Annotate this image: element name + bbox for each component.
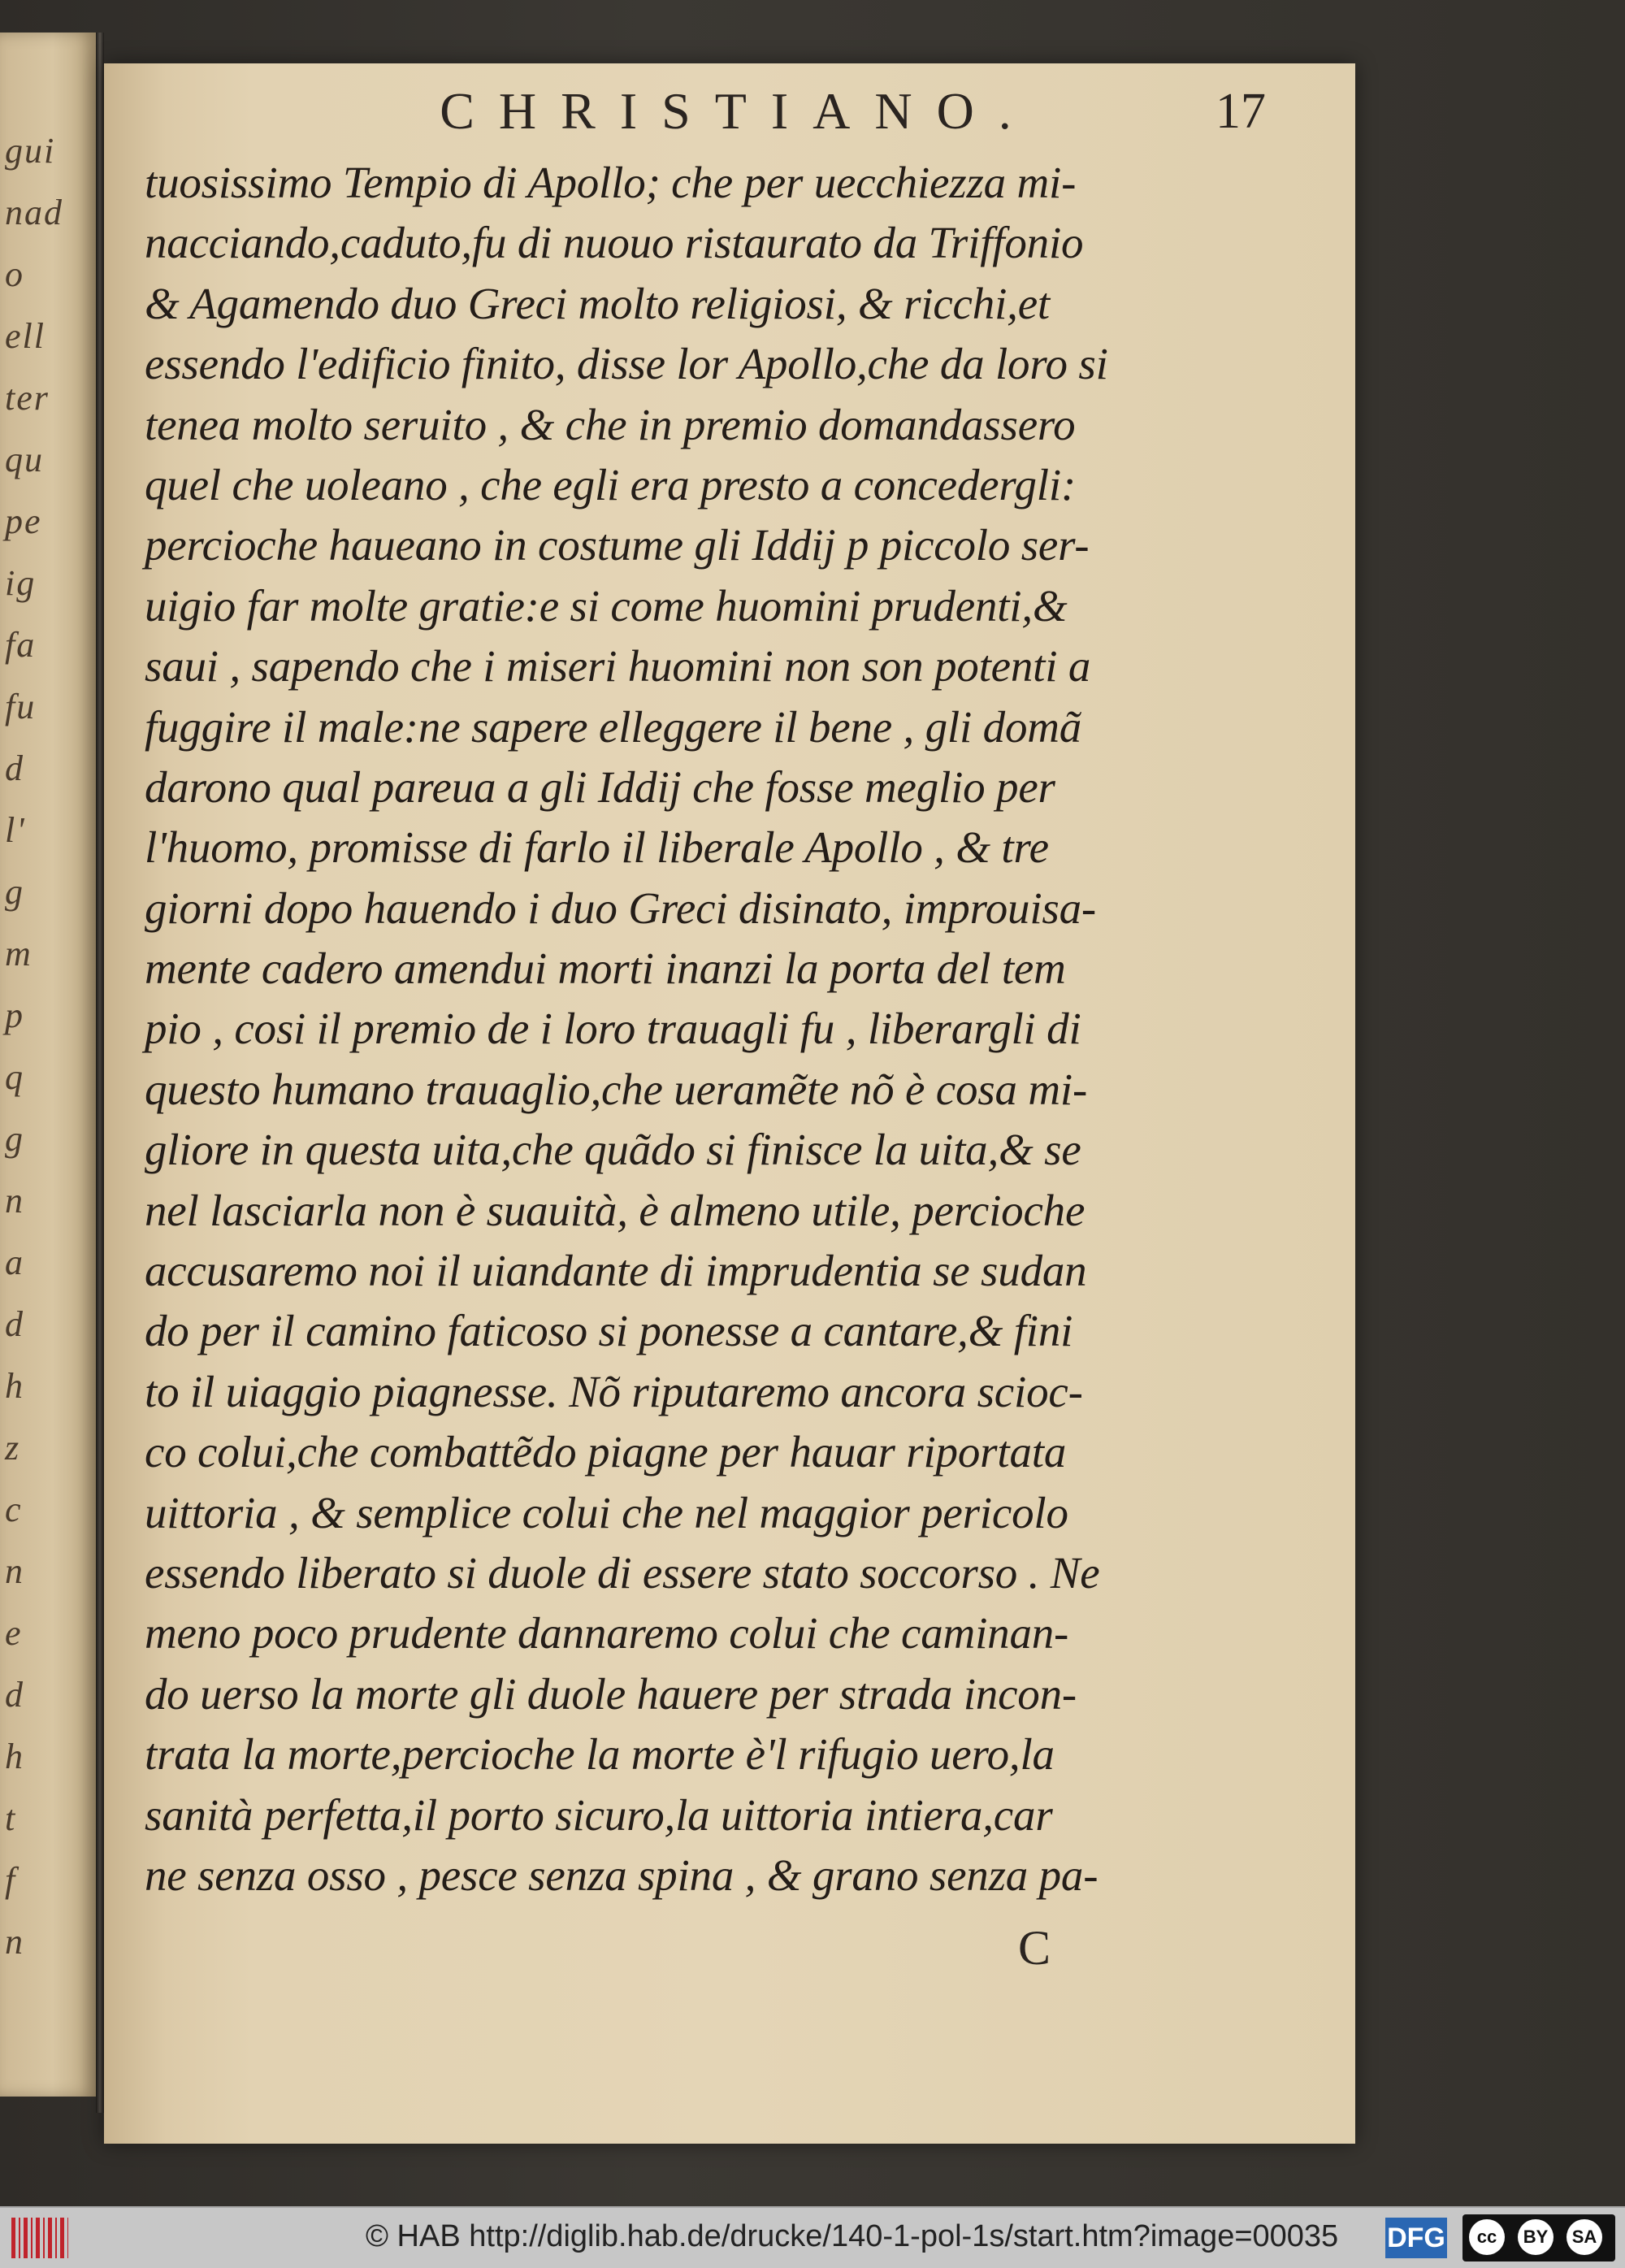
text-line: trata la morte,percioche la morte è'l rifugio uero,la — [145, 1729, 1055, 1780]
left-page-fragment: f — [5, 1860, 17, 1900]
left-page-fragment: h — [5, 1366, 24, 1406]
left-page-fragment: fu — [5, 687, 37, 726]
left-page-fragment: p — [5, 995, 24, 1035]
text-line: accusaremo noi il uiandante di imprudentia se sudan — [145, 1246, 1087, 1296]
left-page-fragment: o — [5, 254, 24, 294]
left-page-fragment: e — [5, 1613, 23, 1653]
dfg-logo[interactable]: DFG — [1385, 2218, 1447, 2258]
left-page-fragment: gui — [5, 131, 56, 171]
text-line: fuggire il male:ne sapere elleggere il bene , gli domã — [145, 701, 1082, 752]
left-page-fragment: ter — [5, 378, 50, 418]
cc-cc-icon: cc — [1469, 2219, 1505, 2255]
text-line: uigio far molte gratie:e si come huomini prudenti,& — [145, 580, 1068, 631]
left-page-fragment: ig — [5, 563, 37, 603]
left-page-fragment: qu — [5, 440, 44, 479]
text-line: essendo liberato si duole di essere stato soccorso . Ne — [145, 1547, 1100, 1598]
left-page-fragment: g — [5, 1119, 24, 1159]
left-page-fragment: z — [5, 1428, 21, 1468]
left-page-fragment: l' — [5, 810, 26, 850]
text-line: to il uiaggio piagnesse. Nõ riputaremo ancora scioc- — [145, 1366, 1083, 1416]
text-line: mente cadero amendui morti inanzi la porta del tem — [145, 943, 1066, 994]
text-line: pio , cosi il premio de i loro trauagli fu , liberargli di — [145, 1004, 1081, 1054]
running-head — [104, 81, 1355, 154]
text-line: ne senza osso , pesce senza spina , & grano senza pa- — [145, 1850, 1098, 1900]
left-page-fragment: n — [5, 1181, 24, 1221]
text-line: gliore in questa uita,che quãdo si finisce la uita,& se — [145, 1125, 1081, 1175]
left-page-fragment: a — [5, 1242, 24, 1282]
left-page-fragment: c — [5, 1490, 23, 1529]
left-page-fragment: d — [5, 1304, 24, 1344]
text-line: meno poco prudente dannaremo colui che caminan- — [145, 1608, 1069, 1659]
cc-by-icon: BY — [1518, 2219, 1554, 2255]
text-line: essendo l'edificio finito, disse lor Apollo,che da loro si — [145, 339, 1108, 389]
text-line: nel lasciarla non è suauità, è almeno utile, percioche — [145, 1185, 1086, 1235]
left-page-fragment: fa — [5, 625, 37, 665]
left-page-fragment: d — [5, 748, 24, 788]
text-line: do per il camino faticoso si ponesse a cantare,& fini — [145, 1306, 1073, 1356]
text-line: tenea molto seruito , & che in premio domandassero — [145, 399, 1076, 449]
cc-sa-icon: SA — [1566, 2219, 1602, 2255]
copyright-link[interactable]: © HAB http://diglib.hab.de/drucke/140-1-pol-1s/start.htm?image=00035 — [366, 2219, 1339, 2253]
text-line: nacciando,caduto,fu di nuouo ristaurato da Triffonio — [145, 218, 1084, 268]
text-line: giorni dopo hauendo i duo Greci disinato, improuisa- — [145, 882, 1097, 933]
text-line: quel che uoleano , che egli era presto a concedergli: — [145, 459, 1077, 510]
text-line: & Agamendo duo Greci molto religiosi, & ricchi,et — [145, 278, 1050, 328]
left-page-fragment: q — [5, 1057, 24, 1097]
left-page-fragment: n — [5, 1551, 24, 1591]
text-line: sanità perfetta,il porto sicuro,la uittoria intiera,car — [145, 1789, 1053, 1840]
cc-license-badge[interactable] — [1462, 2214, 1615, 2261]
text-block — [145, 153, 1327, 1906]
running-head-title: CHRISTIANO. — [440, 82, 1036, 140]
left-page-fragment: ell — [5, 316, 46, 356]
left-page-fragment: n — [5, 1922, 24, 1962]
left-page-fragment: nad — [5, 193, 63, 232]
signature-mark: C — [1018, 1921, 1051, 1975]
page-number: 17 — [1216, 84, 1266, 139]
book-spine — [96, 33, 104, 2113]
left-page-fragment: g — [5, 872, 24, 912]
footer-bar — [0, 2206, 1625, 2268]
left-page-fragment: t — [5, 1798, 17, 1838]
text-line: percioche haueano in costume gli Iddij p piccolo ser- — [145, 520, 1090, 570]
text-line: do uerso la morte gli duole hauere per strada incon- — [145, 1668, 1077, 1719]
text-line: uittoria , & semplice colui che nel maggior pericolo — [145, 1487, 1068, 1537]
text-line: questo humano trauaglio,che ueramẽte nõ è cosa mi- — [145, 1064, 1088, 1114]
barcode-icon — [11, 2218, 68, 2258]
text-line: saui , sapendo che i miseri huomini non son potenti a — [145, 641, 1091, 692]
left-page-fragment: m — [5, 934, 32, 974]
left-page-fragment: pe — [5, 501, 42, 541]
text-line: co colui,che combattẽdo piagne per hauar riportata — [145, 1427, 1067, 1477]
left-page-fragment: d — [5, 1675, 24, 1715]
left-page-edge — [0, 33, 99, 2097]
book-page — [104, 63, 1355, 2144]
text-line: l'huomo, promisse di farlo il liberale Apollo , & tre — [145, 822, 1049, 873]
text-line: darono qual pareua a gli Iddij che fosse meglio per — [145, 761, 1055, 812]
left-page-fragment: h — [5, 1737, 24, 1776]
text-line: tuosissimo Tempio di Apollo; che per uecchiezza mi- — [145, 158, 1077, 207]
